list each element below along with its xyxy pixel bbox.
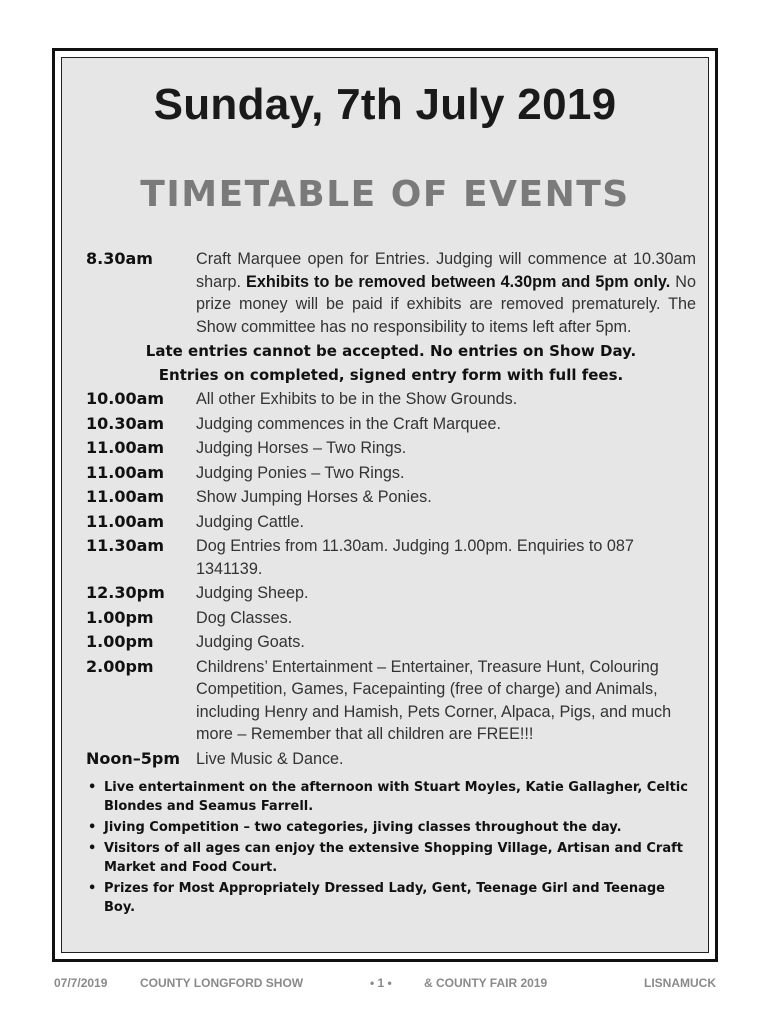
page-title: Sunday, 7th July 2019	[153, 80, 617, 129]
first-entry-bold-text: Exhibits to be removed between 4.30pm and 5pm only.	[246, 272, 671, 291]
schedule-row	[86, 656, 696, 746]
bullet-icon: •	[88, 820, 97, 835]
schedule-list	[86, 248, 696, 919]
schedule-description: Judging Horses – Two Rings.	[196, 439, 407, 457]
entry-form-notice: Entries on completed, signed entry form with full fees.	[158, 366, 624, 384]
highlight-item	[86, 778, 696, 816]
schedule-description: Judging Goats.	[196, 633, 305, 651]
schedule-row	[86, 748, 696, 771]
schedule-description: Dog Classes.	[196, 608, 293, 627]
footer-show-name: COUNTY LONGFORD SHOW	[140, 976, 304, 990]
footer-fair-name: & COUNTY FAIR 2019	[424, 976, 548, 990]
schedule-row	[86, 486, 696, 509]
timetable-frame	[52, 48, 718, 962]
schedule-time: 8.30am	[86, 249, 153, 268]
bullet-icon: •	[88, 841, 97, 856]
schedule-description: All other Exhibits to be in the Show Grounds.	[196, 390, 518, 408]
schedule-row	[86, 582, 696, 605]
schedule-description: Judging Ponies – Two Rings.	[196, 463, 405, 482]
schedule-description	[196, 248, 696, 338]
first-entry-text: Craft Marquee open for Entries. Judging will commence at 10.30am sharp.	[196, 250, 696, 291]
schedule-description: Childrens’ Entertainment – Entertainer, Treasure Hunt, Colouring Competition, Games, Facepainting (free of charge) and Animals, including Henry and Hamish, Pets Corner, Alpaca, Pigs, and much more – Remember that all children are FREE!!!	[196, 657, 672, 743]
highlight-text: Visitors of all ages can enjoy the extensive Shopping Village, Artisan and Craft Market and Food Court.	[104, 841, 683, 875]
timetable-panel	[61, 57, 709, 953]
schedule-row	[86, 607, 696, 630]
bullet-icon: •	[88, 881, 97, 896]
schedule-time: 11.00am	[86, 511, 165, 531]
schedule-row	[86, 388, 696, 411]
first-entry-text-continued: No prize money will be paid if exhibits are removed prematurely. The Show committee has no responsibility to items left after 5pm.	[196, 272, 696, 336]
late-entries-notice: Late entries cannot be accepted. No entries on Show Day.	[145, 342, 637, 360]
timetable-heading: TIMETABLE OF EVENTS	[140, 174, 630, 215]
schedule-description: Dog Entries from 11.30am. Judging 1.00pm. Enquiries to 087 1341139.	[196, 537, 634, 578]
page-footer	[52, 976, 718, 994]
schedule-time: 10.30am	[86, 413, 165, 433]
bullet-icon: •	[88, 780, 97, 795]
schedule-time: 10.00am	[86, 389, 165, 408]
footer-location: LISNAMUCK	[644, 976, 716, 990]
schedule-description: Judging commences in the Craft Marquee.	[196, 414, 502, 433]
schedule-time: 1.00pm	[86, 607, 154, 627]
footer-date: 07/7/2019	[54, 976, 108, 990]
schedule-description: Live Music & Dance.	[196, 749, 344, 768]
schedule-time: 1.00pm	[86, 632, 154, 651]
schedule-row	[86, 631, 696, 654]
highlight-text: Live entertainment on the afternoon with Stuart Moyles, Katie Gallagher, Celtic Blondes and Seamus Farrell.	[104, 780, 688, 814]
schedule-row	[86, 437, 696, 460]
page-number: • 1 •	[370, 976, 392, 990]
schedule-time: Noon–5pm	[86, 748, 181, 768]
schedule-rows	[86, 388, 696, 770]
schedule-description: Judging Sheep.	[196, 584, 309, 602]
schedule-time: 2.00pm	[86, 656, 154, 676]
schedule-description: Judging Cattle.	[196, 512, 304, 531]
highlight-item	[86, 818, 696, 837]
schedule-row	[86, 511, 696, 534]
schedule-time: 12.30pm	[86, 583, 165, 602]
schedule-time: 11.30am	[86, 536, 165, 555]
schedule-time: 11.00am	[86, 462, 165, 482]
highlight-item	[86, 879, 696, 917]
schedule-row	[86, 413, 696, 436]
highlight-text: Jiving Competition – two categories, jiving classes throughout the day.	[104, 820, 622, 835]
schedule-description: Show Jumping Horses & Ponies.	[196, 488, 432, 506]
schedule-time: 11.00am	[86, 438, 165, 457]
schedule-row-first	[86, 248, 696, 338]
highlights-list	[86, 778, 696, 917]
schedule-row	[86, 462, 696, 485]
schedule-row	[86, 535, 696, 580]
highlight-item	[86, 839, 696, 877]
schedule-time: 11.00am	[86, 487, 165, 506]
highlight-text: Prizes for Most Appropriately Dressed Lady, Gent, Teenage Girl and Teenage Boy.	[104, 881, 665, 915]
